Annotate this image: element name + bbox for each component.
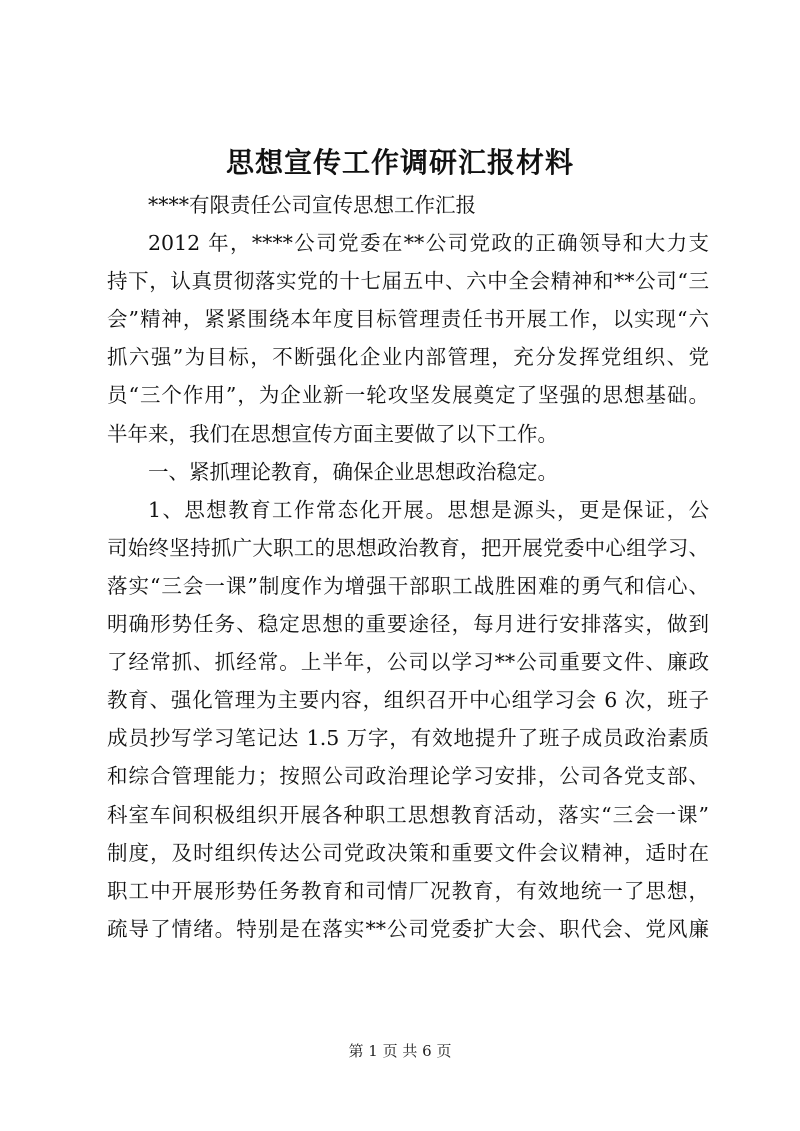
- text-line: 持下，认真贯彻落实党的十七届五中、六中全会精神和**公司“三: [107, 269, 709, 294]
- text-line: ****有限责任公司宣传思想工作汇报: [148, 193, 476, 217]
- text-line: 成员抄写学习笔记达 1.5 万字，有效地提升了班子成员政治素质: [107, 726, 709, 751]
- document-body: [107, 186, 709, 948]
- document-title: 思想宣传工作调研汇报材料: [225, 146, 574, 179]
- text-line: 1、思想教育工作常态化开展。思想是源头，更是保证，公: [148, 497, 709, 522]
- page-number-footer: 第 1 页 共 6 页: [348, 1042, 452, 1060]
- text-line: 员“三个作用”，为企业新一轮攻坚发展奠定了坚强的思想基础。: [107, 383, 709, 408]
- text-line: 司始终坚持抓广大职工的思想政治教育，把开展党委中心组学习、: [107, 535, 709, 560]
- text-line: 落实“三会一课”制度作为增强干部职工战胜困难的勇气和信心、: [107, 573, 709, 598]
- text-line: 疏导了情绪。特别是在落实**公司党委扩大会、职代会、党风廉: [107, 916, 709, 941]
- text-line: 了经常抓、抓经常。上半年，公司以学习**公司重要文件、廉政: [107, 650, 709, 675]
- text-line: 科室车间积极组织开展各种职工思想教育活动，落实“三会一课”: [107, 802, 709, 827]
- text-line: 一、紧抓理论教育，确保企业思想政治稳定。: [148, 459, 558, 484]
- text-line: 2012 年，****公司党委在**公司党政的正确领导和大力支: [148, 231, 709, 256]
- text-line: 制度，及时组织传达公司党政决策和重要文件会议精神，适时在: [107, 840, 709, 865]
- text-line: 和综合管理能力；按照公司政治理论学习安排，公司各党支部、: [107, 764, 709, 789]
- text-line: 抓六强”为目标，不断强化企业内部管理，充分发挥党组织、党: [107, 345, 709, 370]
- text-line: 半年来，我们在思想宣传方面主要做了以下工作。: [107, 421, 558, 446]
- text-line: 教育、强化管理为主要内容，组织召开中心组学习会 6 次，班子: [107, 688, 709, 713]
- text-line: 明确形势任务、稳定思想的重要途径，每月进行安排落实，做到: [107, 612, 709, 637]
- text-line: 职工中开展形势任务教育和司情厂况教育，有效地统一了思想，: [107, 878, 709, 903]
- text-line: 会”精神，紧紧围绕本年度目标管理责任书开展工作，以实现“六: [107, 307, 709, 332]
